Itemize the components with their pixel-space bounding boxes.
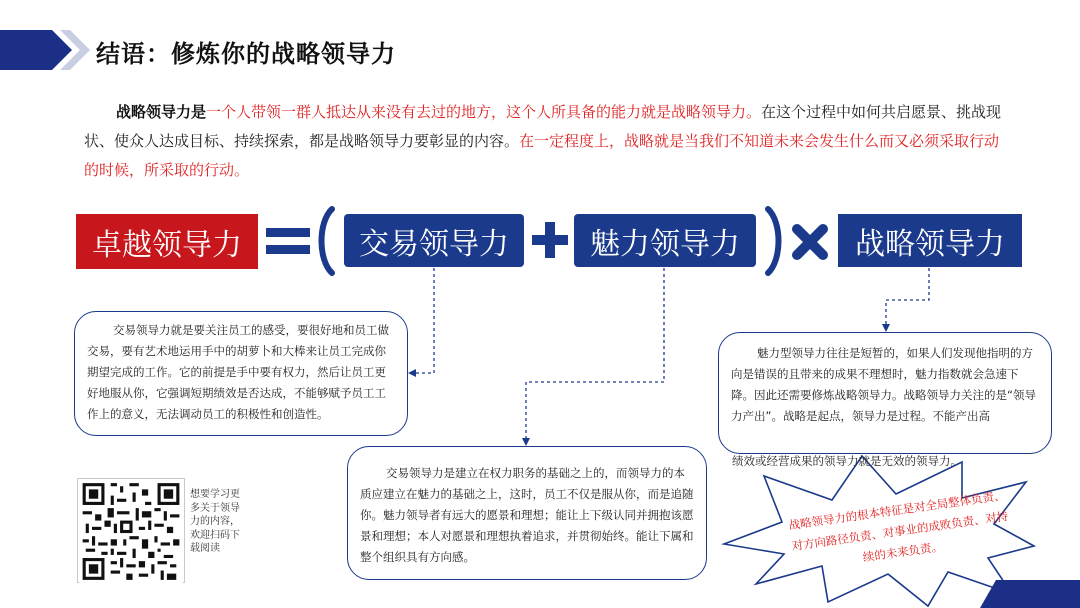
page-title: 结语：修炼你的战略领导力 [96,40,396,68]
strategic-text: 魅力型领导力往往是短暂的，如果人们发现他指明的方向是错误的且带来的成果不理想时，魅力指数就会急速下降。因此还需要修炼战略领导力。战略领导力关注的是“领导力产出”。战略是起点，领导力是过程。不能产出高 [731,346,1036,423]
term2-label: 魅力领导力 [590,226,740,262]
qr-caption: 想要学习更多关于领导力的内容，欢迎扫码下载阅读 [190,489,240,554]
intro-normal-1: 在这个过程中如何共启愿景、挑战现状、使众人达成目标、持续探索，都是战略领导力要彰显的内容。 [84,103,1002,150]
strategic-text-overflow: 绩效或经营成果的领导力就是无效的领导力。 [732,454,962,468]
starburst-text: 战略领导力的根本特征是对全局整体负责、对方向路径负责、对事业的成败负责、对持续的未来负责。 [787,488,1010,565]
term3-label: 战略领导力 [855,226,1005,262]
charismatic-text: 交易领导力是建立在权力职务的基础之上的，而领导力的本质应建立在魅力的基础之上，这时，员工不仅是服从你，而是追随你。魅力领导者有远大的愿景和理想；能让上下级认同并拥抱该愿景和理想；本人对愿景和理想执着追求，并贯彻始终。能让下属和整个组织具有方向感。 [360,466,694,564]
result-label: 卓越领导力 [92,227,242,263]
term1-label: 交易领导力 [359,226,509,262]
intro-bold-lead: 战略领导力是 [116,103,207,121]
transactional-callout [74,311,408,436]
charismatic-callout [347,446,707,580]
qr-code-frame[interactable] [77,478,185,583]
intro-red-2: 在一定程度上，战略就是当我们不知道未来会发生什么而又必须采取行动的时候，所采取的行动。 [84,132,1000,179]
intro-red-1: 一个人带领一群人抵达从来没有去过的地方，这个人所具备的能力就是战略领导力。 [206,103,762,121]
qr-code-icon [78,480,184,583]
strategic-callout [718,332,1052,454]
footer-accent-shape [980,580,1080,608]
transactional-text: 交易领导力就是要关注员工的感受，要很好地和员工做交易，要有艺术地运用手中的胡萝卜和大棒来让员工完成你期望完成的工作。它的前提是手中要有权力，然后让员工更好地服从你，它强调短期绩效是否达成，不能够赋予员工工作上的意义，无法调动员工的积极性和创造性。 [87,323,389,421]
